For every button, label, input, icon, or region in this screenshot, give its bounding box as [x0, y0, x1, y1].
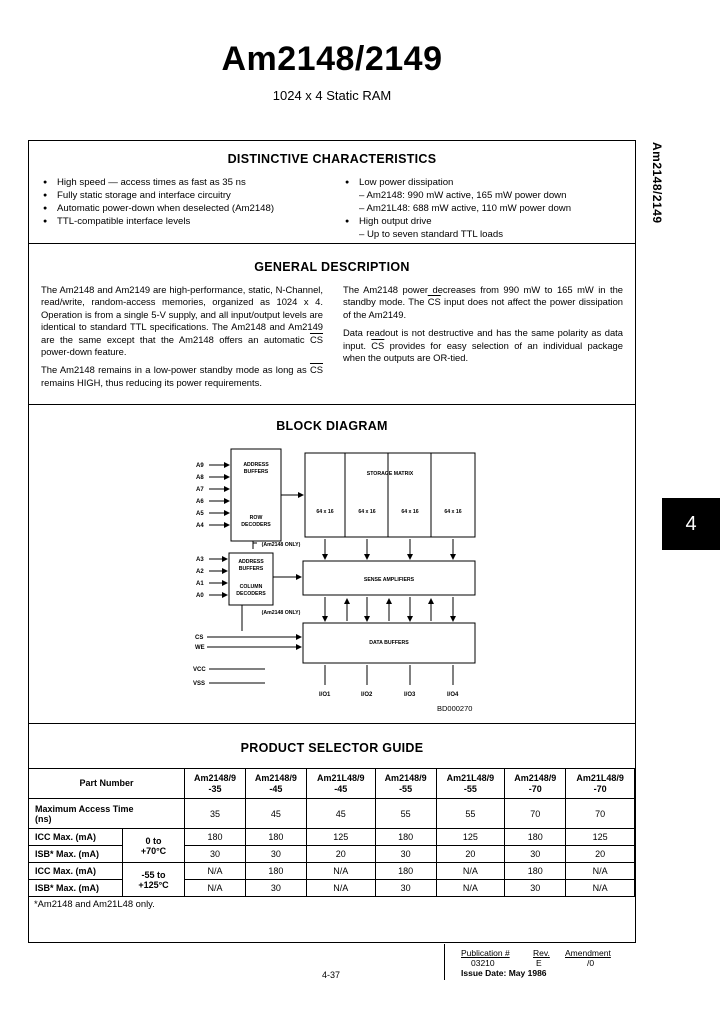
vss-pin: VSS: [193, 681, 206, 687]
paragraph: power-down feature.: [41, 346, 127, 358]
section-tab: 4: [662, 498, 720, 550]
product-selector-table: [28, 768, 635, 897]
table-cell: 55: [375, 799, 436, 829]
distinctive-left-list: [41, 176, 341, 228]
address-pin: A5: [196, 511, 204, 517]
address-pin: A7: [196, 487, 204, 493]
matrix-cell-label: 64 x 16: [444, 509, 462, 515]
io-pin: I/O1: [319, 692, 331, 698]
table-cell: 70: [505, 799, 566, 829]
table-cell: 55: [436, 799, 505, 829]
table-footnote: *Am2148 and Am21L48 only.: [34, 898, 155, 909]
list-item: ● Automatic power-down when deselected (Am2148): [41, 202, 341, 215]
amendment: /0: [587, 958, 595, 968]
revision: E: [536, 958, 542, 968]
list-item: – Am2148: 990 mW active, 165 mW power down: [359, 190, 567, 201]
list-item: ● High output drive: [343, 215, 633, 228]
list-item: ● TTL-compatible interface levels: [41, 215, 341, 228]
table-cell: 30: [375, 880, 436, 897]
list-item: – Up to seven standard TTL loads: [359, 229, 503, 240]
sense-amplifiers-label: SENSE AMPLIFIERS: [363, 577, 415, 583]
access-time-label: Maximum Access Time (ns): [29, 799, 185, 829]
page-number: 4-37: [322, 970, 341, 980]
table-cell: N/A: [566, 863, 635, 880]
address-pin: A8: [196, 475, 204, 481]
part-header: Am21L48/9 -70: [566, 769, 635, 799]
paragraph: The Am2148 and Am2149 are high-performance, static, N-Channel, read/write, random-access memories, organized as 1024 x 4. Operation is from a single 5-V supply, and all input/output levels are identical to standard TTL specifications. The Am2148 and Am2149 are the same except that the Am2148 offers an automatic: [41, 284, 323, 345]
general-title: GENERAL DESCRIPTION: [254, 260, 410, 274]
issue-date: Issue Date: May 1986: [461, 968, 547, 978]
table-cell: N/A: [436, 863, 505, 880]
column-buffer-label: ADDRESS: [238, 559, 264, 565]
paragraph: Data readout is not destructive and has the same polarity as data input.: [343, 327, 623, 351]
io-pin: I/O4: [447, 692, 459, 698]
publication-box: [444, 944, 637, 980]
row-decoder-label: DECODERS: [241, 522, 271, 528]
table-row: [29, 829, 635, 846]
table-cell: N/A: [306, 880, 375, 897]
table-cell: 20: [306, 846, 375, 863]
column-buffer-label: BUFFERS: [238, 566, 264, 572]
address-pin: A3: [196, 557, 204, 563]
icc-label: ICC Max. (mA): [29, 863, 123, 880]
table-cell: 125: [306, 829, 375, 846]
io-pin: I/O2: [361, 692, 373, 698]
table-cell: 180: [375, 829, 436, 846]
table-cell: 30: [505, 846, 566, 863]
cs-pin: CS: [195, 635, 204, 641]
address-pin: A1: [196, 581, 204, 587]
icc-label: ICC Max. (mA): [29, 829, 123, 846]
table-cell: 180: [245, 863, 306, 880]
isb-label: ISB* Max. (mA): [29, 880, 123, 897]
row-buffer-label: BUFFERS: [243, 469, 269, 475]
table-row: [29, 846, 635, 863]
general-right-text: [343, 284, 623, 370]
address-pin: A6: [196, 499, 204, 505]
table-cell: 180: [505, 829, 566, 846]
table-cell: 125: [436, 829, 505, 846]
part-number-header: Part Number: [29, 769, 185, 799]
table-cell: 45: [245, 799, 306, 829]
block-diagram: [29, 405, 635, 723]
temp-range: 0 to +70°C: [123, 829, 185, 863]
page-title: Am2148/2149: [221, 40, 443, 78]
table-cell: N/A: [436, 880, 505, 897]
table-cell: N/A: [566, 880, 635, 897]
table-cell: 180: [505, 863, 566, 880]
part-header: Am21L48/9 -55: [436, 769, 505, 799]
matrix-cell-label: 64 x 16: [358, 509, 376, 515]
table-cell: N/A: [185, 863, 246, 880]
distinctive-right-list: [343, 176, 633, 241]
publication-label: Publication #: [461, 948, 510, 958]
table-row: [29, 769, 635, 799]
paragraph: input does not affect the power dissipation of the Am2149.: [343, 296, 623, 320]
block-diagram-title: BLOCK DIAGRAM: [276, 419, 388, 433]
we-pin: WE: [195, 645, 205, 651]
table-cell: 180: [245, 829, 306, 846]
list-item: ● Low power dissipation: [343, 176, 633, 189]
io-pin: I/O3: [404, 692, 416, 698]
table-cell: 125: [566, 829, 635, 846]
table-row: [29, 863, 635, 880]
isb-label: ISB* Max. (mA): [29, 846, 123, 863]
vcc-pin: VCC: [193, 667, 206, 673]
part-header: Am2148/9 -35: [185, 769, 246, 799]
distinctive-section: [28, 140, 636, 244]
cs-signal: $\overline{CS}$: [427, 296, 441, 308]
part-header: Am2148/9 -55: [375, 769, 436, 799]
rev-label: Rev.: [533, 948, 550, 958]
list-item: ● High speed — access times as fast as 35 ns: [41, 176, 341, 189]
table-row: [29, 880, 635, 897]
matrix-cell-label: 64 x 16: [401, 509, 419, 515]
cs-signal: $\overline{CS}$: [309, 333, 323, 345]
table-cell: 30: [505, 880, 566, 897]
general-left-text: [41, 284, 323, 395]
table-cell: 180: [185, 829, 246, 846]
part-header: Am2148/9 -45: [245, 769, 306, 799]
table-row: [29, 799, 635, 829]
part-header: Am21L48/9 -45: [306, 769, 375, 799]
block-diagram-section: [28, 404, 636, 724]
storage-matrix-label: STORAGE MATRIX: [366, 471, 414, 477]
publication-number: 03210: [471, 958, 495, 968]
table-cell: N/A: [306, 863, 375, 880]
row-buffer-label: ADDRESS: [243, 462, 269, 468]
list-item: ● Fully static storage and interface circuitry: [41, 189, 341, 202]
table-cell: 20: [566, 846, 635, 863]
column-decoder-label: DECODERS: [236, 591, 266, 597]
column-decoder-label: COLUMN: [239, 584, 263, 590]
table-cell: 70: [566, 799, 635, 829]
cs-signal: $\overline{CS}$: [309, 364, 323, 376]
list-item: – Am21L48: 688 mW active, 110 mW power down: [359, 203, 572, 214]
table-cell: 30: [245, 880, 306, 897]
amendment-label: Amendment: [565, 948, 611, 958]
address-pin: A4: [196, 523, 204, 529]
storage-matrix: [305, 453, 475, 537]
cs-signal: $\overline{CS}$: [371, 339, 385, 351]
paragraph: The Am2148 remains in a low-power standby mode as long as: [41, 364, 307, 376]
page-subtitle: 1024 x 4 Static RAM: [272, 88, 392, 103]
table-cell: 30: [185, 846, 246, 863]
distinctive-title: DISTINCTIVE CHARACTERISTICS: [227, 152, 437, 166]
row-decoder-label: ROW: [249, 515, 263, 521]
table-cell: 20: [436, 846, 505, 863]
side-title: Am2148/2149: [650, 142, 664, 224]
matrix-cell-label: 64 x 16: [316, 509, 334, 515]
table-cell: 180: [375, 863, 436, 880]
temp-range: -55 to +125°C: [123, 863, 185, 897]
table-cell: 45: [306, 799, 375, 829]
table-cell: N/A: [185, 880, 246, 897]
part-header: Am2148/9 -70: [505, 769, 566, 799]
address-pin: A9: [196, 463, 204, 469]
address-pin: A0: [196, 593, 204, 599]
am2148-only-note: (Am2148 ONLY): [261, 610, 301, 616]
table-cell: 30: [375, 846, 436, 863]
table-cell: 30: [245, 846, 306, 863]
paragraph: The Am2148 power decreases from 990 mW to 165 mW in the standby mode. The: [343, 284, 623, 308]
selector-title: PRODUCT SELECTOR GUIDE: [240, 741, 424, 755]
paragraph: remains HIGH, thus reducing its power requirements.: [41, 376, 262, 388]
table-cell: 35: [185, 799, 246, 829]
am2148-only-note: (Am2148 ONLY): [261, 542, 301, 548]
data-buffers-label: DATA BUFFERS: [369, 640, 409, 646]
paragraph: provides for easy selection of an individual package when the outputs are OR-tied.: [343, 339, 623, 364]
general-section: [28, 243, 636, 405]
diagram-code: BD000270: [437, 704, 473, 713]
address-pin: A2: [196, 569, 204, 575]
